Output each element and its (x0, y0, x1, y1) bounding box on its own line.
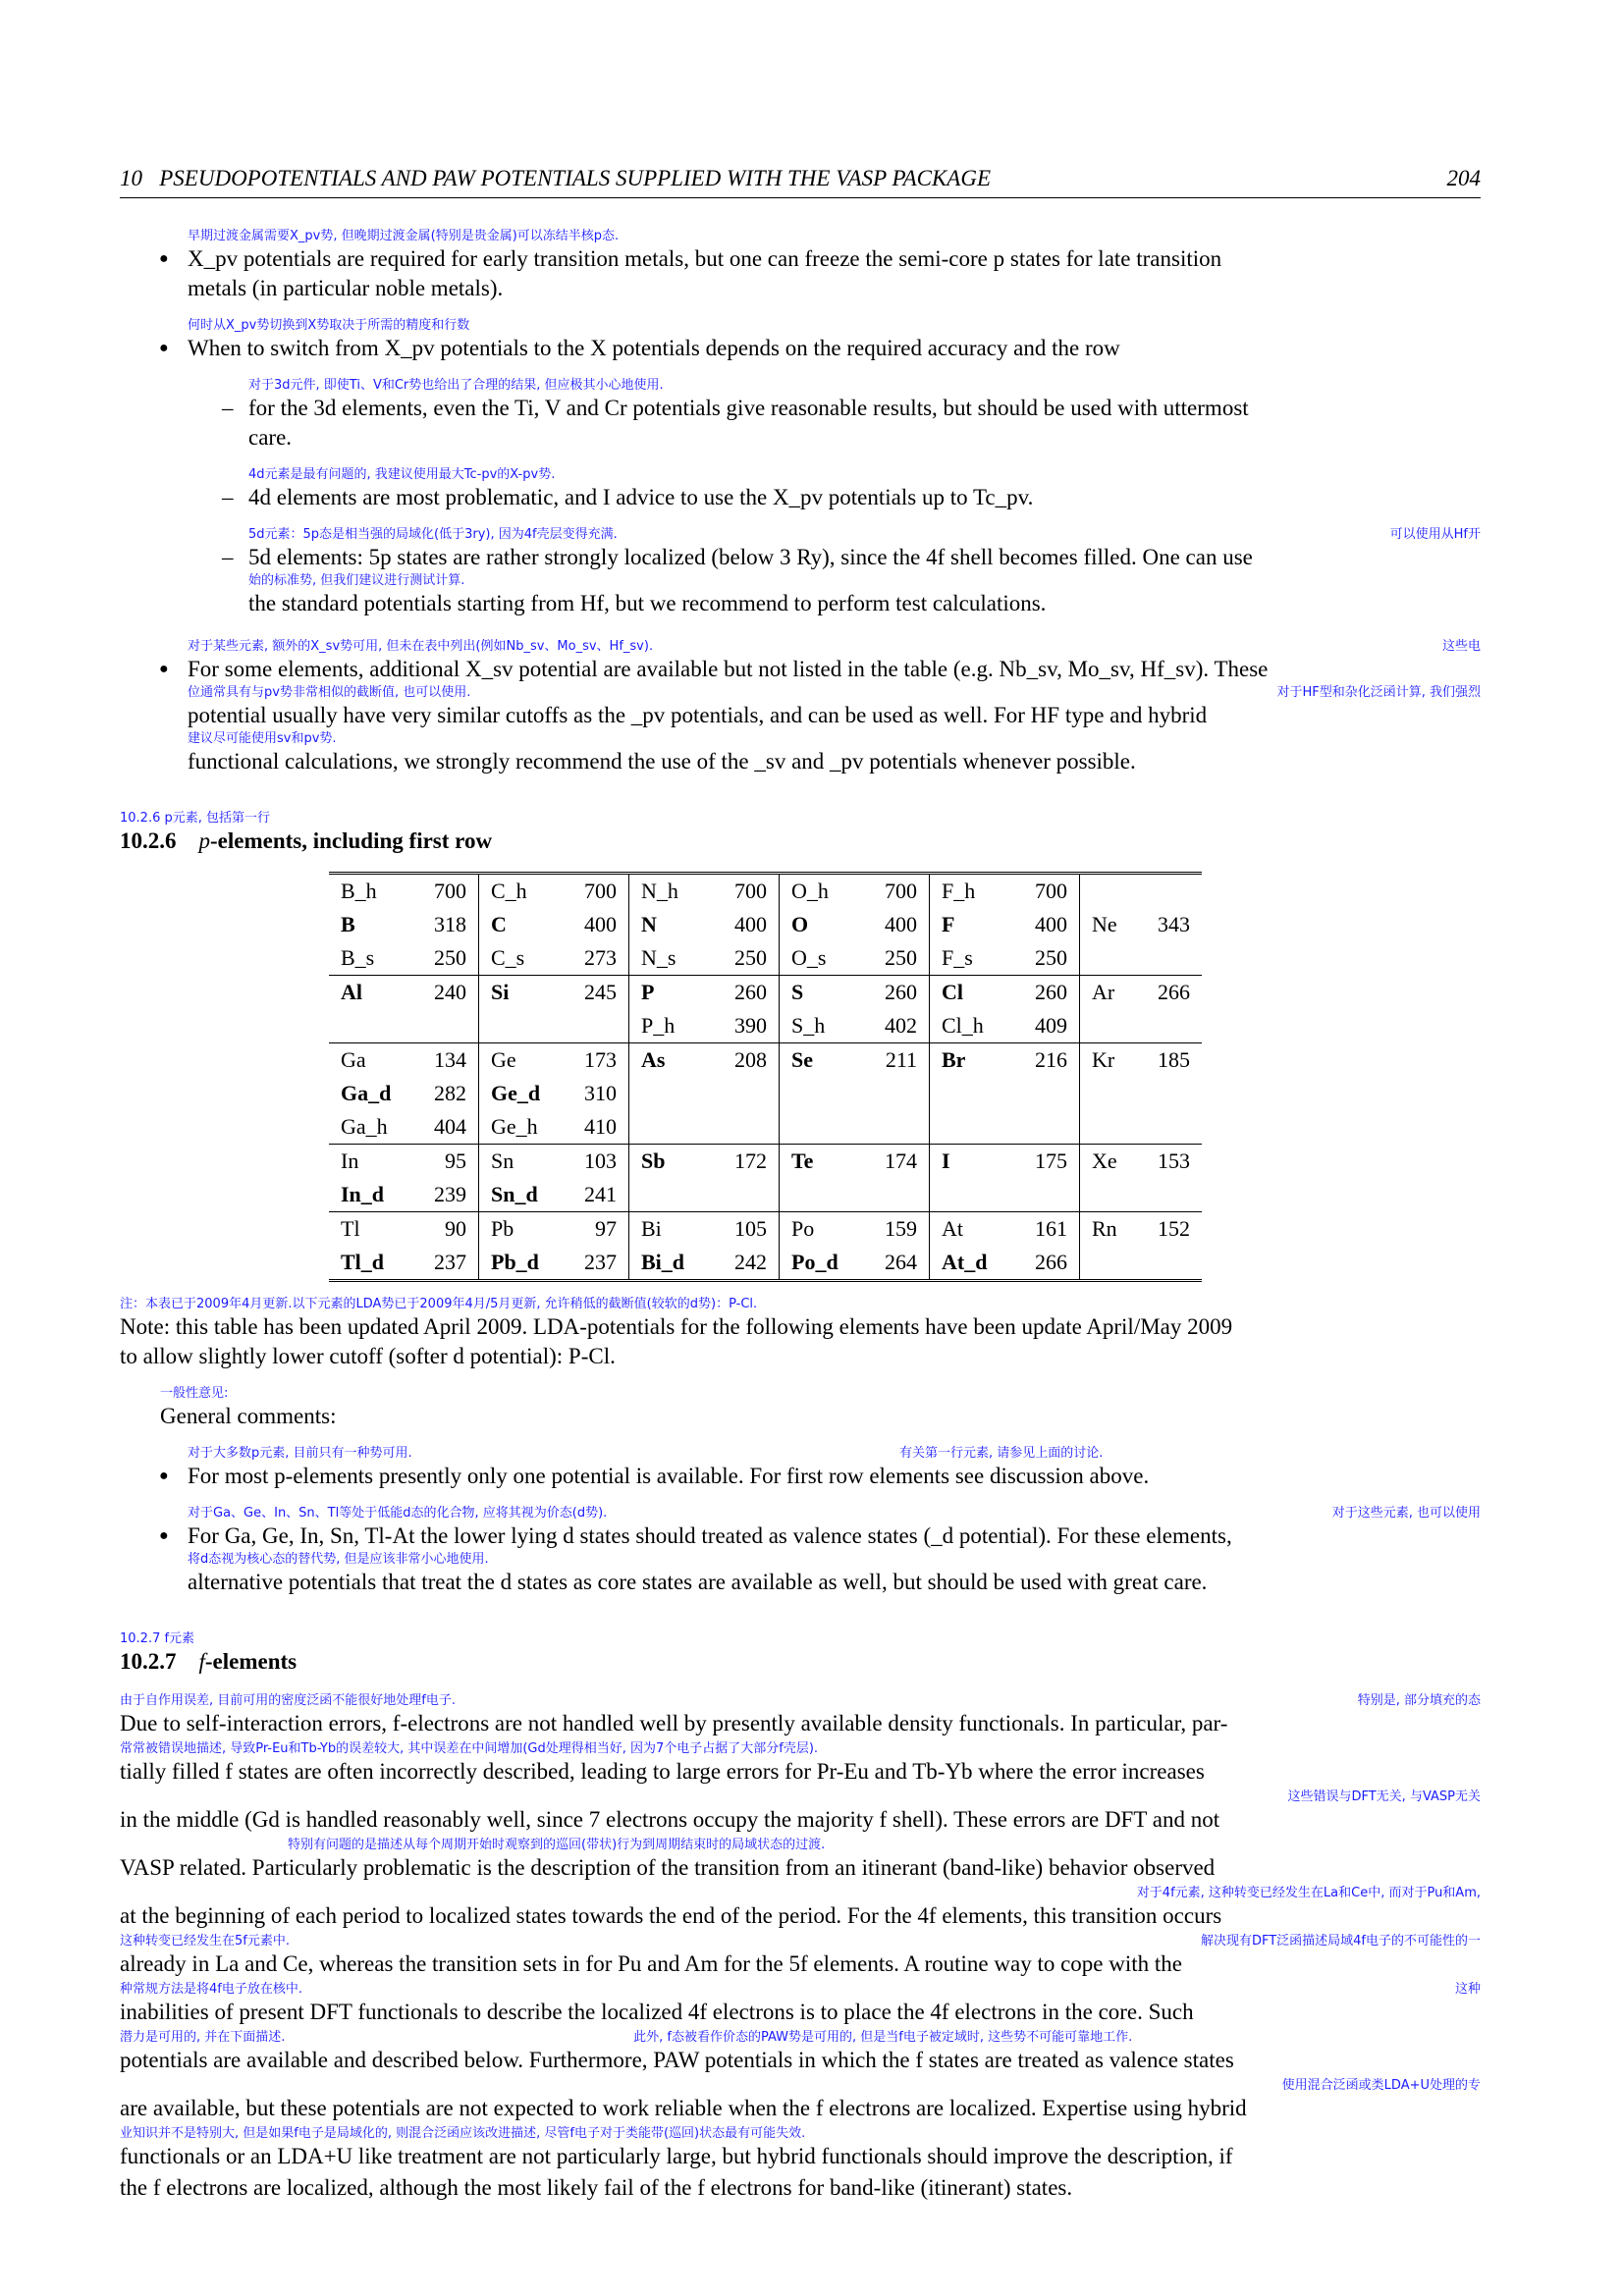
cutoff-value (1016, 1077, 1080, 1110)
cutoff-value (866, 1077, 930, 1110)
cutoff-value: 400 (866, 908, 930, 941)
cutoff-value: 700 (415, 874, 479, 909)
bullet-item (120, 1445, 1481, 1491)
potential-name: Sn (479, 1145, 567, 1179)
section-title-italic: f (198, 1649, 205, 1674)
cutoff-value: 173 (566, 1043, 629, 1078)
potential-name: Ge (479, 1043, 567, 1078)
sub-bullet-text: care. (248, 425, 293, 450)
potential-name: Ga_d (341, 1081, 392, 1105)
cutoff-value: 216 (1016, 1043, 1080, 1078)
section-title: -elements (204, 1649, 298, 1674)
potential-name: P_h (641, 1013, 676, 1038)
table-row (329, 941, 1202, 976)
cutoff-value: 153 (1139, 1145, 1202, 1179)
translation-note: 业知识并不是特别大, 但是如果f电子是局域化的, 则混合泛函应该改进描述, 尽管f电子对于类能带(巡回)状态最有可能失效. (120, 2126, 806, 2141)
potential-name: N_s (641, 945, 676, 970)
bullet-text: For some elements, additional X_sv potential are available but not listed in the table (e.g. Nb_sv, Mo_sv, Hf_sv). These (188, 657, 1269, 681)
bullet-text: For Ga, Ge, In, Sn, Tl-At the lower lying d states should treated as valence states (_d potential). For these elements, (188, 1523, 1232, 1548)
cutoff-value: 700 (566, 874, 629, 909)
potential-name: F_s (942, 945, 973, 970)
potential-name: Pb (479, 1212, 567, 1247)
cutoff-value: 390 (716, 1009, 780, 1043)
translation-note: 10.2.7 f元素 (120, 1631, 195, 1646)
translation-note-row (120, 1740, 1481, 1757)
translation-note: 有关第一行元素, 请参见上面的讨论. (899, 1446, 1104, 1461)
note-text: Note: this table has been updated April 2009. LDA-potentials for the following elements have been update April/May 2009 (120, 1314, 1233, 1339)
cutoff-value: 250 (866, 941, 930, 976)
paragraph-line: already in La and Ce, whereas the transition sets in for Pu and Am for the 5f elements. A routine way to cope with the (120, 1951, 1182, 1976)
potential-name (629, 1077, 717, 1110)
cutoff-value: 409 (1016, 1009, 1080, 1043)
translation-note: 使用混合泛函或类LDA+U处理的专 (1281, 2078, 1481, 2093)
sub-bullet-text: 5d elements: 5p states are rather strongly localized (below 3 Ry), since the 4f shell becomes filled. One can use (248, 545, 1253, 569)
cutoff-value: 700 (866, 874, 930, 909)
section-p (120, 810, 1481, 856)
potential-name: Sn_d (491, 1182, 538, 1206)
translation-note-row (120, 2077, 1481, 2094)
potential-name (930, 1178, 1017, 1212)
cutoff-value: 400 (716, 908, 780, 941)
cutoff-value (1139, 1077, 1202, 1110)
potential-name: Sb (629, 1145, 717, 1179)
note-block (120, 1296, 1481, 1371)
translation-note: 特别有问题的是描述从每个周期开始时观察到的巡回(带状)行为到周期结束时的局域状态的过渡. (288, 1838, 826, 1852)
cutoff-value: 159 (866, 1212, 930, 1247)
translation-note: 5d元素：5p态是相当强的局域化(低于3ry), 因为4f壳层变得充满. (248, 527, 618, 542)
translation-note: 此外, f态被看作价态的PAW势是可用的, 但是当f电子被定域时, 这些势不可能可靠地工作. (633, 2030, 1133, 2045)
section-f (120, 1630, 1481, 1677)
translation-note: 对于Ga、Ge、In、Sn、Tl等处于低能d态的化合物, 应将其视为价态(d势). (188, 1506, 608, 1521)
cutoff-value (716, 1077, 780, 1110)
translation-note: 这种转变已经发生在5f元素中. (120, 1934, 290, 1949)
table-row (329, 1077, 1202, 1110)
cutoff-value (1139, 1009, 1202, 1043)
translation-note: 对于3d元件, 即使Ti、V和Cr势也给出了合理的结果, 但应极其小心地使用. (248, 378, 664, 393)
cutoff-value: 266 (1016, 1246, 1080, 1281)
bullet-icon: ● (159, 1468, 169, 1484)
cutoff-value: 172 (716, 1145, 780, 1179)
potential-name: S (780, 976, 867, 1010)
translation-note: 何时从X_pv势切换到X势取决于所需的精度和行数 (188, 318, 470, 333)
potential-name: Po (780, 1212, 867, 1247)
potential-name: At (930, 1212, 1017, 1247)
potential-name: Al (329, 976, 415, 1010)
bullet-item (120, 317, 1481, 363)
translation-note: 这种 (1454, 1982, 1481, 1997)
potential-name: C (491, 912, 507, 936)
potential-name: F_h (942, 879, 976, 903)
translation-note-row (188, 684, 1481, 701)
potential-name: Se (780, 1043, 867, 1078)
translation-note-row (120, 1885, 1481, 1901)
cutoff-value: 310 (566, 1077, 629, 1110)
sub-bullet-item (120, 466, 1481, 512)
cutoff-value: 161 (1016, 1212, 1080, 1247)
paragraph-line: potentials are available and described below. Furthermore, PAW potentials in which the f states are treated as valence states (120, 2048, 1234, 2072)
dash-icon: – (222, 545, 234, 569)
cutoff-value: 152 (1139, 1212, 1202, 1247)
potential-name: I (930, 1145, 1017, 1179)
potential-name: Ge_d (491, 1081, 541, 1105)
translation-note: 一般性意见: (160, 1386, 229, 1401)
potential-name: Ga_h (341, 1114, 388, 1139)
potential-name: Cl_h (942, 1013, 984, 1038)
potential-name (629, 1110, 717, 1145)
potential-name (1080, 874, 1140, 909)
cutoff-value: 105 (716, 1212, 780, 1247)
translation-note: 10.2.6 p元素, 包括第一行 (120, 811, 270, 826)
cutoff-value: 134 (415, 1043, 479, 1078)
potential-name: N (641, 912, 657, 936)
cutoff-value: 400 (1016, 908, 1080, 941)
potential-name: S_h (791, 1013, 826, 1038)
cutoff-value: 90 (415, 1212, 479, 1247)
cutoff-value: 239 (415, 1178, 479, 1212)
potential-name (930, 1077, 1017, 1110)
cutoff-value (866, 1110, 930, 1145)
cutoff-value: 700 (716, 874, 780, 909)
paragraph-line: the f electrons are localized, although the most likely fail of the f electrons for band-like (itinerant) states. (120, 2175, 1073, 2200)
cutoff-value: 700 (1016, 874, 1080, 909)
translation-note: 对于4f元素, 这种转变已经发生在La和Ce中, 而对于Pu和Am, (1136, 1886, 1481, 1900)
cutoff-value: 103 (566, 1145, 629, 1179)
cutoff-value: 400 (566, 908, 629, 941)
cutoff-value: 242 (716, 1246, 780, 1281)
cutoff-value: 343 (1158, 912, 1190, 936)
cutoff-value: 185 (1139, 1043, 1202, 1078)
potential-name (1080, 1110, 1140, 1145)
translation-note: 位通常具有与pv势非常相似的截断值, 也可以使用. (188, 685, 471, 700)
potential-name (930, 1110, 1017, 1145)
general-comments (120, 1385, 1481, 1431)
potential-name: Te (780, 1145, 867, 1179)
potential-name: N_h (641, 879, 678, 903)
bullet-text: For most p-elements presently only one potential is available. For first row elements see discussion above. (188, 1464, 1150, 1488)
potential-name: C_s (491, 945, 525, 970)
potential-name: Bi_d (641, 1250, 685, 1274)
potential-name: Ne (1092, 912, 1117, 936)
cutoff-value: 402 (866, 1009, 930, 1043)
cutoff-value (716, 1178, 780, 1212)
potential-name (1080, 1246, 1140, 1281)
paragraph-line: inabilities of present DFT functionals to describe the localized 4f electrons is to place the 4f electrons in the core. Such (120, 2000, 1194, 2024)
translation-note-row (188, 1445, 1481, 1462)
cutoff-value: 95 (415, 1145, 479, 1179)
paragraph-line: Due to self-interaction errors, f-electrons are not handled well by presently available density functionals. In particular, par- (120, 1711, 1228, 1735)
section-heading (120, 827, 1481, 856)
table-row (329, 908, 1202, 941)
potential-name: Tl_d (341, 1250, 385, 1274)
potential-name: As (629, 1043, 717, 1078)
cutoff-table (329, 872, 1202, 1282)
potential-name: Ar (1080, 976, 1140, 1010)
translation-note: 可以使用从Hf开 (1389, 527, 1481, 542)
sub-bullet-text: 4d elements are most problematic, and I advice to use the X_pv potentials up to Tc_pv. (248, 485, 1034, 509)
bullet-text: potential usually have very similar cutoffs as the _pv potentials, and can be used as well. For HF type and hybrid (188, 703, 1208, 727)
potential-name: In (329, 1145, 415, 1179)
potential-name (780, 1110, 867, 1145)
sub-bullet-item (120, 526, 1481, 618)
potential-name: Ga (329, 1043, 415, 1078)
bullet-text: functional calculations, we strongly recommend the use of the _sv and _pv potentials whenever possible. (188, 749, 1136, 774)
bullet-icon: ● (159, 661, 169, 677)
potential-name: Kr (1080, 1043, 1140, 1078)
cutoff-value: 208 (716, 1043, 780, 1078)
cutoff-value: 264 (866, 1246, 930, 1281)
potential-name: Rn (1080, 1212, 1140, 1247)
table-row (329, 1043, 1202, 1078)
cutoff-value: 250 (415, 941, 479, 976)
potential-name: Pb_d (491, 1250, 539, 1274)
cutoff-value: 250 (716, 941, 780, 976)
potential-name (1080, 941, 1140, 976)
chapter-number: 10 (120, 166, 142, 190)
dash-icon: – (222, 396, 234, 420)
sub-bullet-item (120, 377, 1481, 453)
cutoff-value: 211 (866, 1043, 930, 1078)
cutoff-value (1139, 1178, 1202, 1212)
paragraph-line: VASP related. Particularly problematic is the description of the transition from an itinerant (band-like) behavior observed (120, 1855, 1216, 1880)
potential-name (780, 1077, 867, 1110)
cutoff-value: 241 (566, 1178, 629, 1212)
potential-name: O (791, 912, 809, 936)
translation-note-row (188, 1505, 1481, 1522)
translation-note: 对于这些元素, 也可以使用 (1331, 1506, 1481, 1521)
bullet-text: When to switch from X_pv potentials to the X potentials depends on the required accuracy and the row (188, 336, 1120, 360)
bullet-text: metals (in particular noble metals). (188, 276, 504, 300)
translation-note: 对于大多数p元素, 目前只有一种势可用. (188, 1446, 412, 1461)
bullet-item (120, 1505, 1481, 1597)
cutoff-value: 237 (566, 1246, 629, 1281)
chapter-title: PSEUDOPOTENTIALS AND PAW POTENTIALS SUPPLIED WITH THE VASP PACKAGE (159, 166, 992, 190)
potential-name: Si (479, 976, 567, 1010)
cutoff-value (566, 1009, 629, 1043)
translation-note: 4d元素是最有问题的, 我建议使用最大Tc-pv的X-pv势. (248, 467, 556, 482)
potential-name (479, 1009, 567, 1043)
potential-name: O_s (791, 945, 827, 970)
potential-name: Tl (329, 1212, 415, 1247)
cutoff-value: 240 (415, 976, 479, 1010)
header-title (120, 165, 991, 192)
translation-note-row (120, 1933, 1481, 1949)
translation-note: 这些电 (1441, 639, 1481, 654)
bullet-icon: ● (159, 250, 169, 267)
table-row (329, 1178, 1202, 1212)
cutoff-value: 318 (415, 908, 479, 941)
translation-note: 始的标准势, 但我们建议进行测试计算. (248, 573, 465, 588)
cutoff-value: 282 (415, 1077, 479, 1110)
section-heading (120, 1647, 1481, 1677)
potential-name: At_d (942, 1250, 988, 1274)
note-text: to allow slightly lower cutoff (softer d potential): P-Cl. (120, 1344, 616, 1368)
cutoff-value: 175 (1016, 1145, 1080, 1179)
paragraph-line: in the middle (Gd is handled reasonably well, since 7 electrons occupy the majority f shell). These errors are DFT and not (120, 1807, 1220, 1832)
page (120, 0, 1481, 2203)
bullet-text: alternative potentials that treat the d states as core states are available as well, but should be used with great care. (188, 1570, 1208, 1594)
bullet-icon: ● (159, 1527, 169, 1544)
translation-note: 对于HF型和杂化泛函计算, 我们强烈 (1276, 685, 1481, 700)
table-row (329, 1212, 1202, 1247)
translation-note: 将d态视为核心态的替代势, 但是应该非常小心地使用. (188, 1552, 489, 1567)
potential-name: Bi (629, 1212, 717, 1247)
cutoff-value: 273 (566, 941, 629, 976)
cutoff-value (716, 1110, 780, 1145)
general-comments-label: General comments: (160, 1404, 337, 1428)
cutoff-value (1139, 941, 1202, 976)
potential-name (1080, 1077, 1140, 1110)
translation-note-row (120, 1692, 1481, 1709)
potential-name: Xe (1080, 1145, 1140, 1179)
potential-name (780, 1178, 867, 1212)
potential-name (1080, 1178, 1140, 1212)
paragraph-line: at the beginning of each period to localized states towards the end of the period. For the 4f elements, this transition occurs (120, 1903, 1222, 1928)
translation-note-row (120, 1981, 1481, 1998)
potential-name: Br (930, 1043, 1017, 1078)
potential-name: C_h (491, 879, 527, 903)
translation-note-row (248, 526, 1481, 543)
potential-name (329, 1009, 415, 1043)
cutoff-value (1139, 1110, 1202, 1145)
table-row (329, 1009, 1202, 1043)
section-number: 10.2.7 (120, 1649, 177, 1674)
cutoff-value: 260 (1016, 976, 1080, 1010)
cutoff-value: 174 (866, 1145, 930, 1179)
translation-note-row (120, 1789, 1481, 1805)
cutoff-value (1139, 1246, 1202, 1281)
paragraph-line: functionals or an LDA+U like treatment are not particularly large, but hybrid functionals should improve the description, if (120, 2144, 1233, 2168)
translation-note: 特别是, 部分填充的态 (1357, 1693, 1481, 1708)
translation-note: 对于某些元素, 额外的X_sv势可用, 但未在表中列出(例如Nb_sv、Mo_sv、Hf_sv). (188, 639, 654, 654)
potential-name: Ge_h (491, 1114, 538, 1139)
cutoff-value: 237 (415, 1246, 479, 1281)
cutoff-value (1016, 1178, 1080, 1212)
cutoff-value: 410 (566, 1110, 629, 1145)
cutoff-value: 260 (716, 976, 780, 1010)
translation-note: 解决现有DFT泛函描述局域4f电子的不可能性的一 (1200, 1934, 1481, 1949)
translation-note-row (120, 2029, 1481, 2046)
bullet-item (120, 638, 1481, 776)
translation-note-row (120, 1837, 1481, 1853)
cutoff-value: 404 (415, 1110, 479, 1145)
sub-bullet-text: the standard potentials starting from Hf, but we recommend to perform test calculations. (248, 591, 1047, 615)
header-rule (120, 197, 1481, 198)
translation-note: 常常被错误地描述, 导致Pr-Eu和Tb-Yb的误差较大, 其中误差在中间增加(Gd处理得相当好, 因为7个电子占据了大部分f壳层). (120, 1741, 819, 1756)
running-header (120, 165, 1481, 192)
sub-bullet-text: for the 3d elements, even the Ti, V and Cr potentials give reasonable results, but should be used with uttermost (248, 396, 1249, 420)
table-row (329, 1110, 1202, 1145)
translation-note: 这些错误与DFT无关, 与VASP无关 (1287, 1789, 1481, 1804)
potential-name: F (942, 912, 955, 936)
bullet-text: X_pv potentials are required for early transition metals, but one can freeze the semi-core p states for late transition (188, 246, 1222, 271)
cutoff-value: 250 (1016, 941, 1080, 976)
paragraph-line: are available, but these potentials are not expected to work reliable when the f electrons are localized. Expertise using hybrid (120, 2096, 1247, 2120)
translation-note: 由于自作用误差, 目前可用的密度泛函不能很好地处理f电子. (120, 1693, 456, 1708)
cutoff-value (415, 1009, 479, 1043)
bullet-item (120, 228, 1481, 303)
potential-name (1080, 1009, 1140, 1043)
bullet-icon: ● (159, 340, 169, 356)
potential-name: Cl (930, 976, 1017, 1010)
translation-note: 注：本表已于2009年4月更新.以下元素的LDA势已于2009年4月/5月更新, 允许稍低的截断值(较软的d势)：P-Cl. (120, 1297, 758, 1311)
table-row (329, 1145, 1202, 1179)
cutoff-value (1139, 874, 1202, 909)
potential-name: O_h (791, 879, 829, 903)
dash-icon: – (222, 485, 234, 509)
paragraph-line: tially filled f states are often incorrectly described, leading to large errors for Pr-Eu and Tb-Yb where the error increases (120, 1759, 1205, 1784)
f-elements-paragraph (120, 1692, 1481, 2203)
cutoff-value: 97 (566, 1212, 629, 1247)
translation-note-row (188, 638, 1481, 655)
cutoff-value: 260 (866, 976, 930, 1010)
potential-name (629, 1178, 717, 1212)
potential-name: Po_d (791, 1250, 839, 1274)
translation-note-row (120, 2125, 1481, 2142)
section-number: 10.2.6 (120, 828, 177, 853)
table-row (329, 976, 1202, 1010)
translation-note: 种常规方法是将4f电子放在核中. (120, 1982, 302, 1997)
table-row (329, 874, 1202, 909)
potential-name: In_d (341, 1182, 385, 1206)
cutoff-value (866, 1178, 930, 1212)
section-title: -elements, including first row (210, 828, 493, 853)
translation-note: 早期过渡金属需要X_pv势, 但晚期过渡金属(特别是贵金属)可以冻结半核p态. (188, 229, 620, 243)
potential-name: B (341, 912, 355, 936)
translation-note: 建议尽可能使用sv和pv势. (188, 731, 337, 746)
cutoff-value: 245 (566, 976, 629, 1010)
potential-name: P (629, 976, 717, 1010)
table-row (329, 1246, 1202, 1281)
potential-name: B_h (341, 879, 377, 903)
section-title-italic: p (198, 828, 210, 853)
cutoff-value (1016, 1110, 1080, 1145)
page-number: 204 (1446, 166, 1481, 190)
cutoff-value: 266 (1139, 976, 1202, 1010)
translation-note: 潜力是可用的, 并在下面描述. (120, 2030, 286, 2045)
potential-name: B_s (341, 945, 375, 970)
table-wrapper (120, 872, 1481, 1282)
